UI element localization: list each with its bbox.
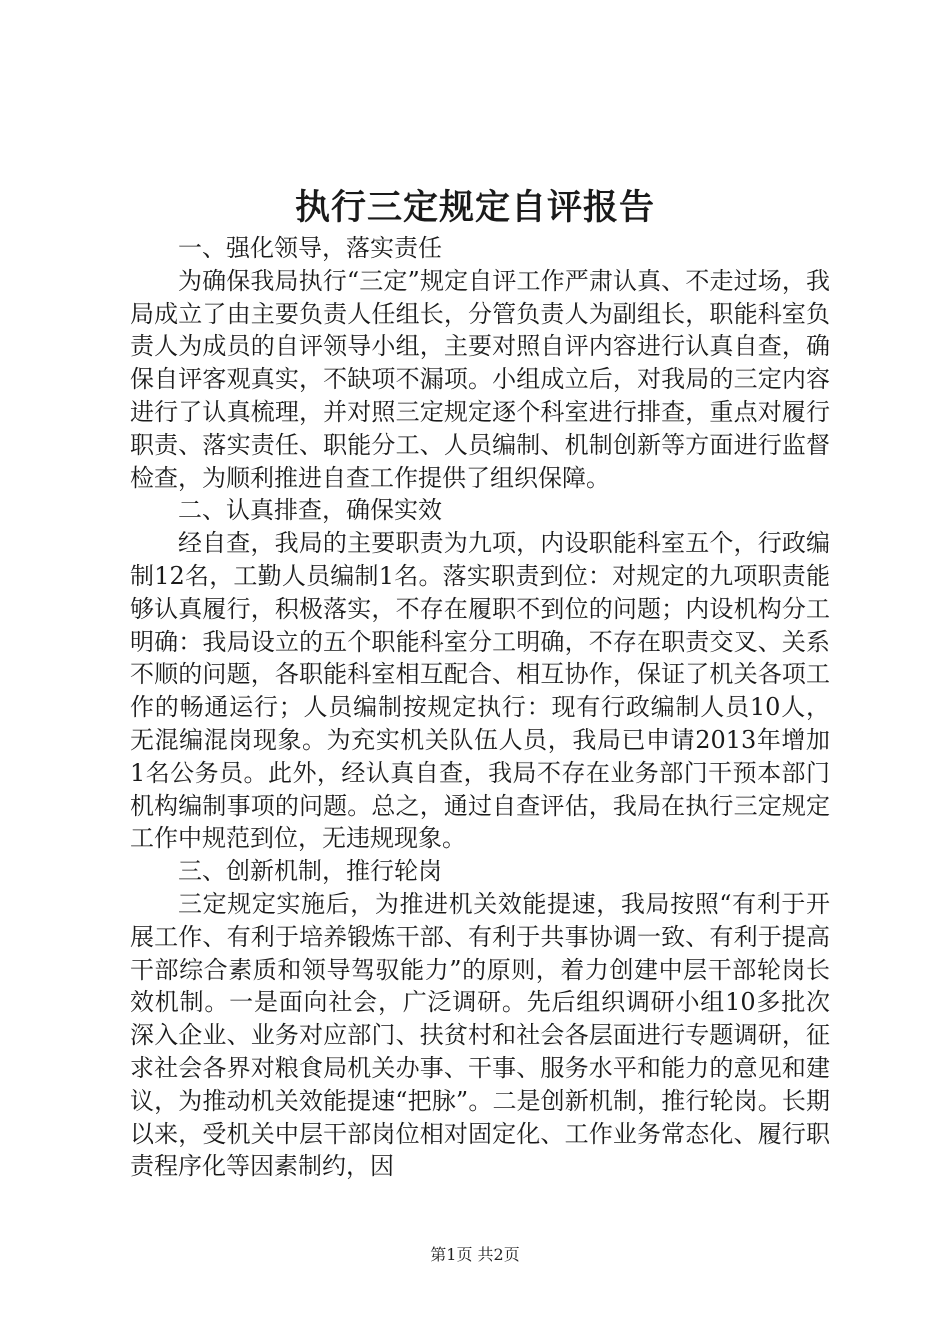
page-title: 执行三定规定自评报告: [294, 187, 655, 228]
page-footer: 第1页 共2页: [430, 1245, 520, 1264]
section-paragraph-3: 三定规定实施后，为推进机关效能提速，我局按照“有利于开展工作、有利于培养锻炼干部、有利于共事协调一致、有利于提高干部综合素质和领导驾驭能力”的原则，着力创建中层干部轮岗长效机制。一是面向社会，广泛调研。先后组织调研小组10多批次深入企业、业务对应部门、扶贫村和社会各层面进行专题调研，征求社会各界对粮食局机关办事、干事、服务水平和能力的意见和建议，为推动机关效能提速“把脉”。二是创新机制，推行轮岗。长期以来，受机关中层干部岗位相对固定化、工作业务常态化、履行职责程序化等因素制约，因: [130, 889, 830, 1181]
section-paragraph-1: 为确保我局执行“三定”规定自评工作严肃认真、不走过场，我局成立了由主要负责人任组长，分管负责人为副组长，职能科室负责人为成员的自评领导小组，主要对照自评内容进行认真自查，确保自评客观真实，不缺项不漏项。小组成立后，对我局的三定内容进行了认真梳理，并对照三定规定逐个科室进行排查，重点对履行职责、落实责任、职能分工、人员编制、机制创新等方面进行监督检查，为顺利推进自查工作提供了组织保障。: [130, 266, 830, 492]
section-heading-3: 三、创新机制，推行轮岗: [178, 857, 442, 886]
section-paragraph-2: 经自查，我局的主要职责为九项，内设职能科室五个，行政编制12名，工勤人员编制1名。落实职责到位：对规定的九项职责能够认真履行，积极落实，不存在履职不到位的问题；内设机构分工明确：我局设立的五个职能科室分工明确，不存在职责交叉、关系不顺的问题，各职能科室相互配合、相互协作，保证了机关各项工作的畅通运行；人员编制按规定执行：现有行政编制人员10人，无混编混岗现象。为充实机关队伍人员，我局已申请2013年增加1名公务员。此外，经认真自查，我局不存在业务部门干预本部门机构编制事项的问题。总之，通过自查评估，我局在执行三定规定工作中规范到位，无违规现象。: [130, 529, 830, 853]
section-heading-2: 二、认真排查，确保实效: [178, 496, 442, 525]
document-body: [130, 232, 830, 1183]
section-heading-1: 一、强化领导，落实责任: [178, 234, 442, 262]
